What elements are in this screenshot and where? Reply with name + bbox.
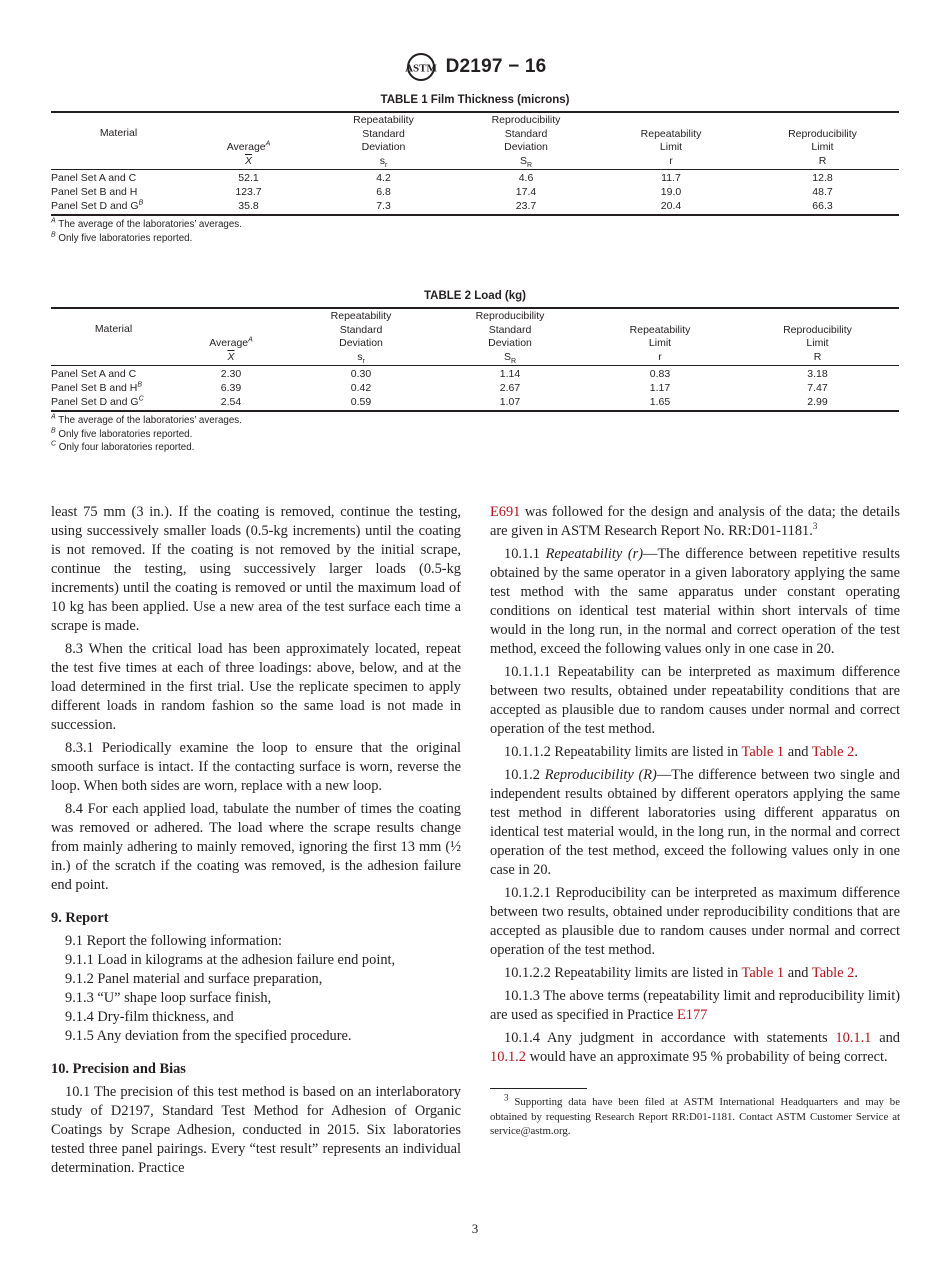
list-item: 9.1.2 Panel material and surface preparation, xyxy=(65,971,323,987)
list-item: 9.1.3 “U” shape loop surface finish, xyxy=(65,990,272,1006)
link-10-1-2[interactable]: 10.1.2 xyxy=(490,1049,526,1065)
footnote-3: $^3$ Supporting data have been filed at ASTM International Headquarters and may be obtained by requesting Research Report RR:D01-1181. Contact ASTM Customer Service at service@astm.org. xyxy=(490,1092,900,1137)
table-header-row xyxy=(51,308,899,366)
table-note: $^A$ The average of the laboratories’ averages. xyxy=(51,217,242,231)
paragraph-10-1-1-2: 10.1.1.2 Repeatability limits are listed in Table 1 and Table 2. xyxy=(504,744,858,760)
page-number: 3 xyxy=(471,1221,479,1236)
table-row: Panel Set B and H 123.7 6.8 17.4 19.0 48.7 xyxy=(51,185,833,198)
right-column xyxy=(490,503,900,1139)
table-2 xyxy=(51,290,899,455)
col-material: Material xyxy=(94,322,133,335)
table-note: $^C$ Only four laboratories reported. xyxy=(51,441,195,454)
col-repeatability-limit: Repeatability Limit r xyxy=(640,127,702,167)
table-note: $^A$ The average of the laboratories’ averages. xyxy=(51,413,242,427)
link-table-1[interactable]: Table 1 xyxy=(741,744,785,760)
list-item: 9.1.1 Load in kilograms at the adhesion failure end point, xyxy=(65,952,396,968)
paragraph-10-1: 10.1 The precision of this test method is based on an interlaboratory study of D2197, Standard Test Method for Adhesion of Organic Coatings by Scrape Adhesion, conducted in 2015. Six laboratories tested three panel pairings. Every “test result” represents an individual determination. Practice xyxy=(51,1084,461,1176)
table-note: $^B$ Only five laboratories reported. xyxy=(51,231,193,244)
table-1-title: TABLE 1 Film Thickness (microns) xyxy=(380,94,570,106)
paragraph-10-1-4: 10.1.4 Any judgment in accordance with statements 10.1.1 and 10.1.2 would have an approximate 95 % probability of being correct. xyxy=(490,1030,900,1065)
table-note: $^B$ Only five laboratories reported. xyxy=(51,427,193,440)
paragraph-8-4: 8.4 For each applied load, tabulate the number of times the coating was removed or adhered. The load where the scrape results change from mainly adhering to mainly removed, ignoring the first 13 mm (½ in.) of the scratch if the coating was removed, is the adhesion failure end point. xyxy=(51,801,461,893)
paragraph-8-3: 8.3 When the critical load has been approximately located, repeat the test five times at each of three loadings: above, below, and at the load determined in the first trial. Use the replicate specimen to apply different loads in random fashion so the same load is not made in succession. xyxy=(51,641,461,733)
col-repeatability-limit: Repeatability Limit r xyxy=(629,323,691,363)
col-material: Material xyxy=(99,126,138,139)
svg-text:ASTM: ASTM xyxy=(404,62,437,75)
table-2-grid xyxy=(51,307,899,412)
link-table-2[interactable]: Table 2 xyxy=(811,965,855,981)
document-id: D2197 − 16 xyxy=(445,56,547,77)
paragraph-8-3-1: 8.3.1 Periodically examine the loop to ensure that the original smooth surface is intact. If the contacting surface is worn, reverse the loop. When both sides are worn, replace with a new loop. xyxy=(51,740,461,794)
footnote-divider xyxy=(490,1088,587,1089)
paragraph-10-1-1: 10.1.1 Repeatability (r)—The difference between repetitive results obtained by the same operator in a given laboratory applying the same test method with the same apparatus under constant operating conditions on identical test material within short intervals of time would in the long run, in the normal and correct operation of the test method, exceed the following values only in one case in 20. xyxy=(490,546,901,657)
left-column xyxy=(51,503,461,1182)
table-row: Panel Set D and $G^C$ 2.54 0.59 1.07 1.65 2.99 xyxy=(51,396,899,412)
col-repeatability-sd: Repeatability Standard Deviation $s_r$ xyxy=(330,310,392,365)
footnote-ref-3[interactable]: 3 xyxy=(812,521,818,532)
list-item: 9.1.4 Dry-film thickness, and xyxy=(65,1009,234,1025)
link-e691[interactable]: E691 xyxy=(490,504,521,520)
report-list xyxy=(51,932,461,1046)
col-repeatability-sd: Repeatability Standard Deviation $s_r$ xyxy=(353,114,414,169)
col-reproducibility-sd: Reproducibility Standard Deviation $S_R$ xyxy=(475,310,545,365)
link-10-1-1[interactable]: 10.1.1 xyxy=(835,1030,872,1046)
link-e177[interactable]: E177 xyxy=(677,1007,708,1023)
astm-logo-icon xyxy=(404,52,438,82)
table-row: Panel Set D and $G^B$ 35.8 7.3 23.7 20.4 66.3 xyxy=(51,200,899,216)
paragraph-continued: E691 was followed for the design and analysis of the data; the details are given in ASTM Research Report No. RR:D01-1181.$^3$ xyxy=(490,504,900,539)
table-2-title: TABLE 2 Load (kg) xyxy=(423,290,526,302)
table-1 xyxy=(51,94,899,245)
table-row: Panel Set B and $H^B$ 6.39 0.42 2.67 1.17 7.47 xyxy=(51,381,828,394)
table-1-grid xyxy=(51,111,899,216)
table-row: Panel Set A and C 2.30 0.30 1.14 0.83 3.18 xyxy=(51,366,899,382)
paragraph-continued: least 75 mm (3 in.). If the coating is removed, continue the testing, using successively smaller loads (0.5-kg increments) until the coating is not removed. If the coating is not removed by the initial scrape, continue the testing, using successively larger loads (0.5-kg increments) until the coating is removed or until the maximum load of 10 kg has been applied. Use a new area of the test surface each time a scrape is made. xyxy=(51,504,461,634)
paragraph-10-1-3: 10.1.3 The above terms (repeatability limit and reproducibility limit) are used as specified in Practice E177 xyxy=(490,988,900,1023)
paragraph-10-1-2-1: 10.1.2.1 Reproducibility can be interpreted as maximum difference between two results, obtained under reproducibility conditions that are accepted as plausible due to random causes under normal and correct operation of the test method. xyxy=(490,885,900,958)
list-item: 9.1.5 Any deviation from the specified procedure. xyxy=(65,1028,352,1044)
page-header xyxy=(0,52,950,87)
section-heading-report: 9. Report xyxy=(51,910,109,926)
paragraph-10-1-2-2: 10.1.2.2 Repeatability limits are listed in Table 1 and Table 2. xyxy=(504,965,858,981)
table-header-row xyxy=(51,112,899,170)
link-table-2[interactable]: Table 2 xyxy=(811,744,855,760)
col-reproducibility-sd: Reproducibility Standard Deviation $S_R$ xyxy=(491,114,561,169)
table-row: Panel Set A and C 52.1 4.2 4.6 11.7 12.8 xyxy=(51,170,899,186)
link-table-1[interactable]: Table 1 xyxy=(741,965,785,981)
col-average: Average$^A$ $\overline{X}$ xyxy=(209,336,253,363)
col-average: Average$^A$ $\overline{X}$ xyxy=(226,140,271,167)
table-1-notes xyxy=(51,218,899,245)
section-heading-precision-bias: 10. Precision and Bias xyxy=(51,1061,186,1077)
paragraph-10-1-2: 10.1.2 Reproducibility (R)—The difference between two single and independent results obtained by different operators applying the same test method in different laboratories using different apparatus on identical test material would, in the long run, in the normal and correct operation of the test method, exceed the following values only in one case in 20. xyxy=(490,767,900,878)
col-reproducibility-limit: Reproducibility Limit R xyxy=(788,127,857,167)
table-2-notes xyxy=(51,414,899,455)
paragraph-10-1-1-1: 10.1.1.1 Repeatability can be interpreted as maximum difference between two results, obtained under repeatability conditions that are accepted as plausible due to random causes under normal and correct operation of the test method. xyxy=(490,664,900,737)
list-item: 9.1 Report the following information: xyxy=(65,933,283,949)
col-reproducibility-limit: Reproducibility Limit R xyxy=(783,323,852,363)
